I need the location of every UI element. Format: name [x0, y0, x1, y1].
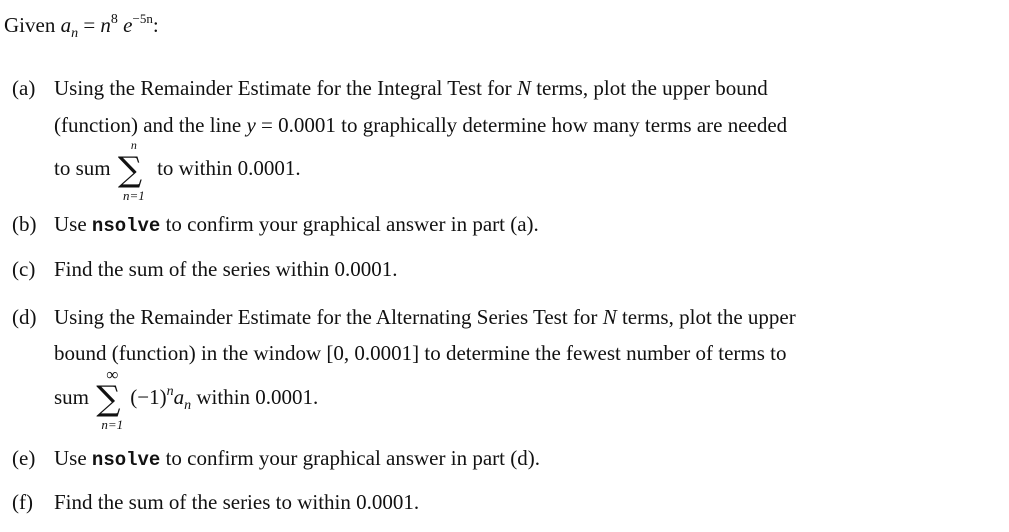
- part-a-var-y: y: [246, 113, 256, 137]
- part-d-term-exp: n: [166, 384, 174, 399]
- part-d-summation: [94, 365, 130, 432]
- intro-colon: :: [152, 13, 159, 37]
- part-a-line3: [54, 138, 301, 203]
- part-d-line3: [54, 365, 319, 432]
- problem-intro: [4, 10, 159, 44]
- part-f-label: (f): [12, 490, 33, 514]
- part-a-var-N: N: [516, 76, 531, 100]
- part-d-var-N: N: [602, 305, 617, 329]
- part-a-line2: [54, 113, 787, 138]
- part-d-line3-post: within 0.0001.: [196, 385, 319, 409]
- part-f-line: Find the sum of the series to within 0.0001.: [54, 490, 420, 514]
- intro-var-a-sub: n: [71, 26, 79, 41]
- part-b-line: [54, 212, 539, 237]
- part-a-line1-post: terms, plot the upper bound: [530, 76, 768, 100]
- part-a-label: (a): [12, 76, 36, 100]
- part-a-line2-post: = 0.0001 to graphically determine how many terms are needed: [255, 113, 788, 137]
- part-a-line1-pre: Using the Remainder Estimate for the Integral Test for: [54, 76, 517, 100]
- part-b-code: nsolve: [91, 215, 161, 237]
- part-d-label: (d): [12, 305, 37, 329]
- part-b-pre: Use: [54, 212, 92, 236]
- part-e-label: (e): [12, 446, 36, 470]
- part-e-post: to confirm your graphical answer in part (d).: [160, 446, 540, 470]
- intro-var-a: a: [60, 13, 72, 37]
- part-d-term-a: a: [173, 385, 185, 409]
- part-d-term-base: (−1): [130, 385, 167, 409]
- intro-exp-8: 8: [110, 12, 118, 27]
- part-d-line1-pre: Using the Remainder Estimate for the Alternating Series Test for: [54, 305, 603, 329]
- part-d-term-sub: n: [184, 398, 192, 413]
- part-a-line1: [54, 76, 768, 101]
- part-d-line1: [54, 305, 796, 330]
- sigma-icon: ∑: [96, 379, 121, 419]
- intro-exp-neg: −5n: [132, 11, 153, 26]
- part-d-line2: bound (function) in the window [0, 0.0001] to determine the fewest number of terms to: [54, 341, 787, 365]
- part-e-code: nsolve: [91, 449, 161, 471]
- part-e-pre: Use: [54, 446, 92, 470]
- intro-given: Given: [4, 13, 56, 37]
- intro-e: e: [123, 13, 133, 37]
- part-e-line: [54, 446, 540, 471]
- part-a-line2-pre: (function) and the line: [54, 113, 247, 137]
- part-a-line3-pre: to sum: [54, 156, 111, 180]
- infinity-icon: ∞: [106, 365, 119, 384]
- part-a-sum-lower: n=1: [122, 188, 145, 203]
- part-a-line3-post: to within 0.0001.: [157, 156, 301, 180]
- part-b-label: (b): [12, 212, 37, 236]
- part-c-line: Find the sum of the series within 0.0001.: [54, 257, 398, 281]
- part-a-sum-upper: n: [130, 138, 137, 152]
- sigma-icon: ∑: [117, 150, 143, 190]
- intro-n: n: [100, 13, 111, 37]
- part-d-line3-pre: sum: [54, 385, 90, 409]
- part-a-summation: [116, 138, 152, 203]
- intro-equals: =: [83, 13, 96, 37]
- part-d-line1-post: terms, plot the upper: [616, 305, 796, 329]
- part-b-post: to confirm your graphical answer in part (a).: [160, 212, 539, 236]
- part-c-label: (c): [12, 257, 36, 281]
- part-d-sum-lower: n=1: [101, 417, 124, 432]
